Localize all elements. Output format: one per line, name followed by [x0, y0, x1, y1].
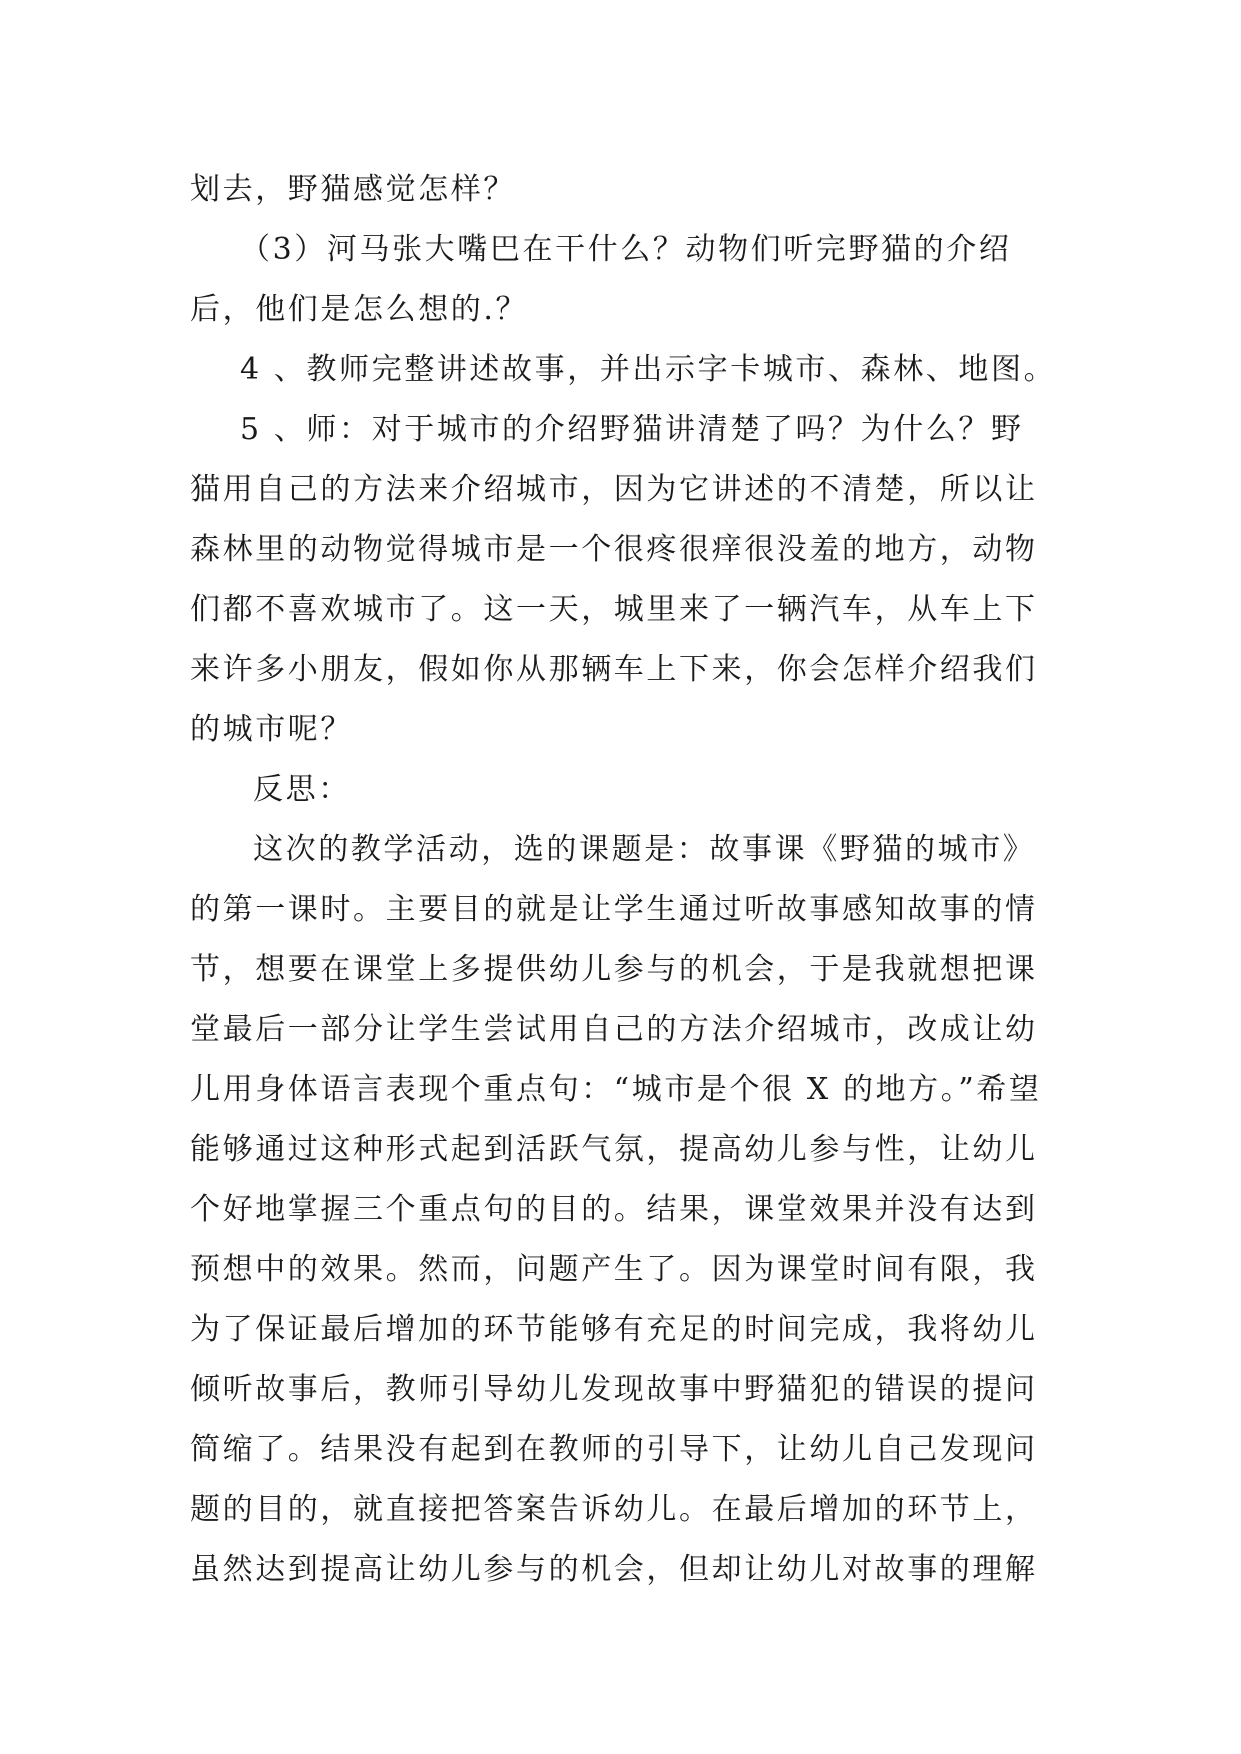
text-line: 森林里的动物觉得城市是一个很疼很痒很没羞的地方，动物 — [190, 532, 1038, 567]
text-line: 的第一课时。主要目的就是让学生通过听故事感知故事的情 — [190, 892, 1038, 927]
text-line: 虽然达到提高让幼儿参与的机会，但却让幼儿对故事的理解 — [190, 1552, 1038, 1587]
text-line: 倾听故事后，教师引导幼儿发现故事中野猫犯的错误的提问 — [190, 1372, 1038, 1407]
text-line: 们都不喜欢城市了。这一天，城里来了一辆汽车，从车上下 — [190, 592, 1038, 627]
text-line: 个好地掌握三个重点句的目的。结果，课堂效果并没有达到 — [190, 1192, 1038, 1227]
text-line: 儿用身体语言表现个重点句：“城市是个很 X 的地方。”希望 — [190, 1072, 1042, 1107]
text-line: 题的目的，就直接把答案告诉幼儿。在最后增加的环节上， — [190, 1492, 1038, 1527]
text-line: 猫用自己的方法来介绍城市，因为它讲述的不清楚，所以让 — [190, 472, 1038, 507]
document-page — [190, 160, 1057, 1600]
section-heading: 反思： — [253, 772, 351, 807]
text-line: 堂最后一部分让学生尝试用自己的方法介绍城市，改成让幼 — [190, 1012, 1038, 1047]
text-line: 能够通过这种形式起到活跃气氛，提高幼儿参与性，让幼儿 — [190, 1132, 1038, 1167]
text-line: 简缩了。结果没有起到在教师的引导下，让幼儿自己发现问 — [190, 1432, 1038, 1467]
text-line: 为了保证最后增加的环节能够有充足的时间完成，我将幼儿 — [190, 1312, 1038, 1347]
text-line: 划去，野猫感觉怎样？ — [190, 172, 516, 207]
text-line: 这次的教学活动，选的课题是：故事课《野猫的城市》 — [253, 832, 1036, 867]
text-line: 的城市呢？ — [190, 712, 353, 747]
text-line: 预想中的效果。然而，问题产生了。因为课堂时间有限，我 — [190, 1252, 1038, 1287]
text-line: 4 、教师完整讲述故事，并出示字卡城市、森林、地图。 — [240, 352, 1057, 387]
text-line: 后，他们是怎么想的.？ — [190, 292, 529, 327]
text-line: （3）河马张大嘴巴在干什么？动物们听完野猫的介绍 — [240, 232, 1012, 267]
text-line: 5 、师：对于城市的介绍野猫讲清楚了吗？为什么？野 — [240, 412, 1024, 447]
text-line: 来许多小朋友，假如你从那辆车上下来，你会怎样介绍我们 — [190, 652, 1038, 687]
text-line: 节，想要在课堂上多提供幼儿参与的机会，于是我就想把课 — [190, 952, 1038, 987]
